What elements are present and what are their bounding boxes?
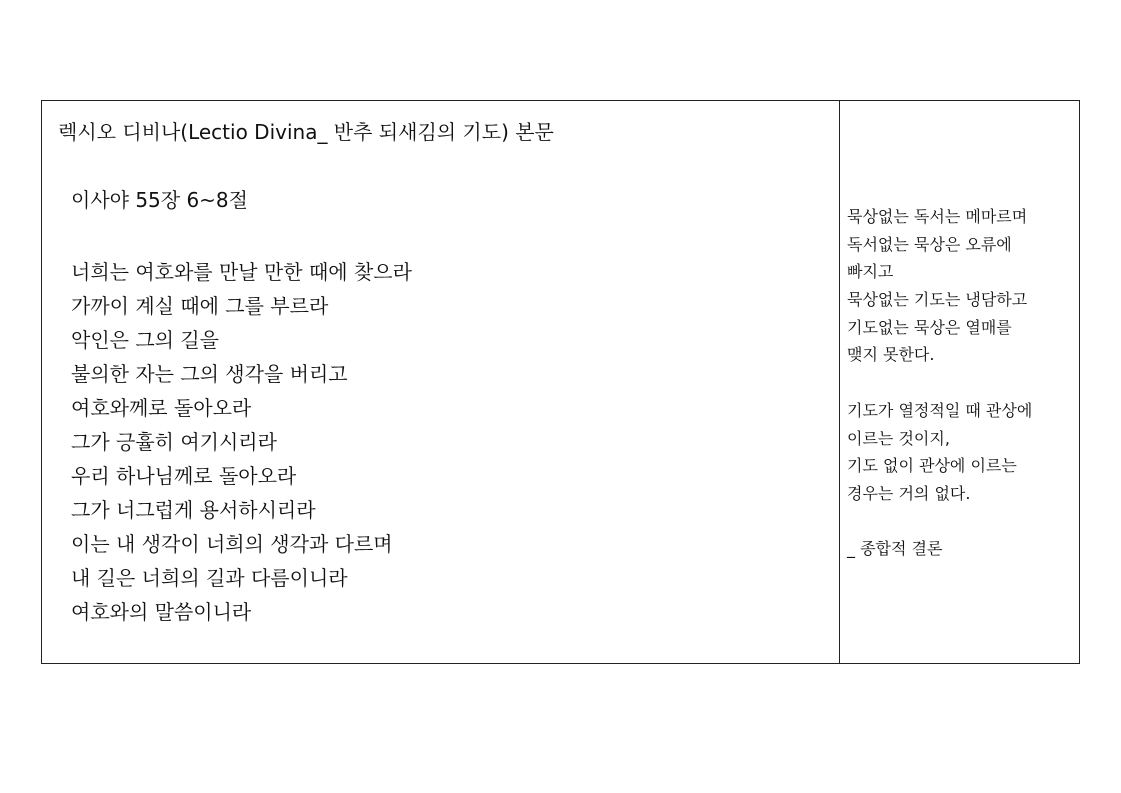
verse-line: 너희는 여호와를 만날 만한 때에 찾으라 [71,260,412,284]
verse-line: 우리 하나님께로 돌아오라 [71,464,297,488]
document-table [41,100,1080,664]
side-note-line: 묵상없는 기도는 냉담하고 [847,290,1028,310]
side-note-spacer [847,508,1032,536]
verse-line: 여호와께로 돌아오라 [71,396,252,420]
side-note-cell [840,101,1079,663]
verse-list [71,255,412,629]
side-note-line: 경우는 거의 없다. [847,483,971,503]
verse-line: 그가 너그럽게 용서하시리라 [71,498,316,522]
side-note-line: 빠지고 [847,262,894,282]
side-note-line: 기도가 열정적일 때 관상에 [847,400,1033,420]
document-title: 렉시오 디비나(Lectio Divina_ 반추 되새김의 기도) 본문 [58,120,554,144]
verse-line: 내 길은 너희의 길과 다름이니라 [71,566,348,590]
passage-reference: 이사야 55장 6~8절 [71,188,248,212]
side-note-line: 독서없는 묵상은 오류에 [847,234,1012,254]
verse-line: 여호와의 말씀이니라 [71,600,252,624]
side-note-line: 기도 없이 관상에 이르는 [847,456,1017,476]
verse-line: 불의한 자는 그의 생각을 버리고 [71,362,348,386]
verse-line: 악인은 그의 길을 [71,328,219,352]
side-note-line: 맺지 못한다. [847,345,935,365]
verse-line: 그가 긍휼히 여기시리라 [71,430,277,454]
side-note-list [847,203,1032,563]
side-note-attribution: _ 종합적 결론 [847,539,943,559]
verse-line: 이는 내 생각이 너희의 생각과 다르며 [71,532,393,556]
side-note-spacer [847,369,1032,397]
side-note-line: 이르는 것이지, [847,428,950,448]
side-note-line: 기도없는 묵상은 열매를 [847,317,1012,337]
verse-line: 가까이 계실 때에 그를 부르라 [71,294,329,318]
side-note-line: 묵상없는 독서는 메마르며 [847,207,1028,226]
main-text-cell [42,101,840,663]
